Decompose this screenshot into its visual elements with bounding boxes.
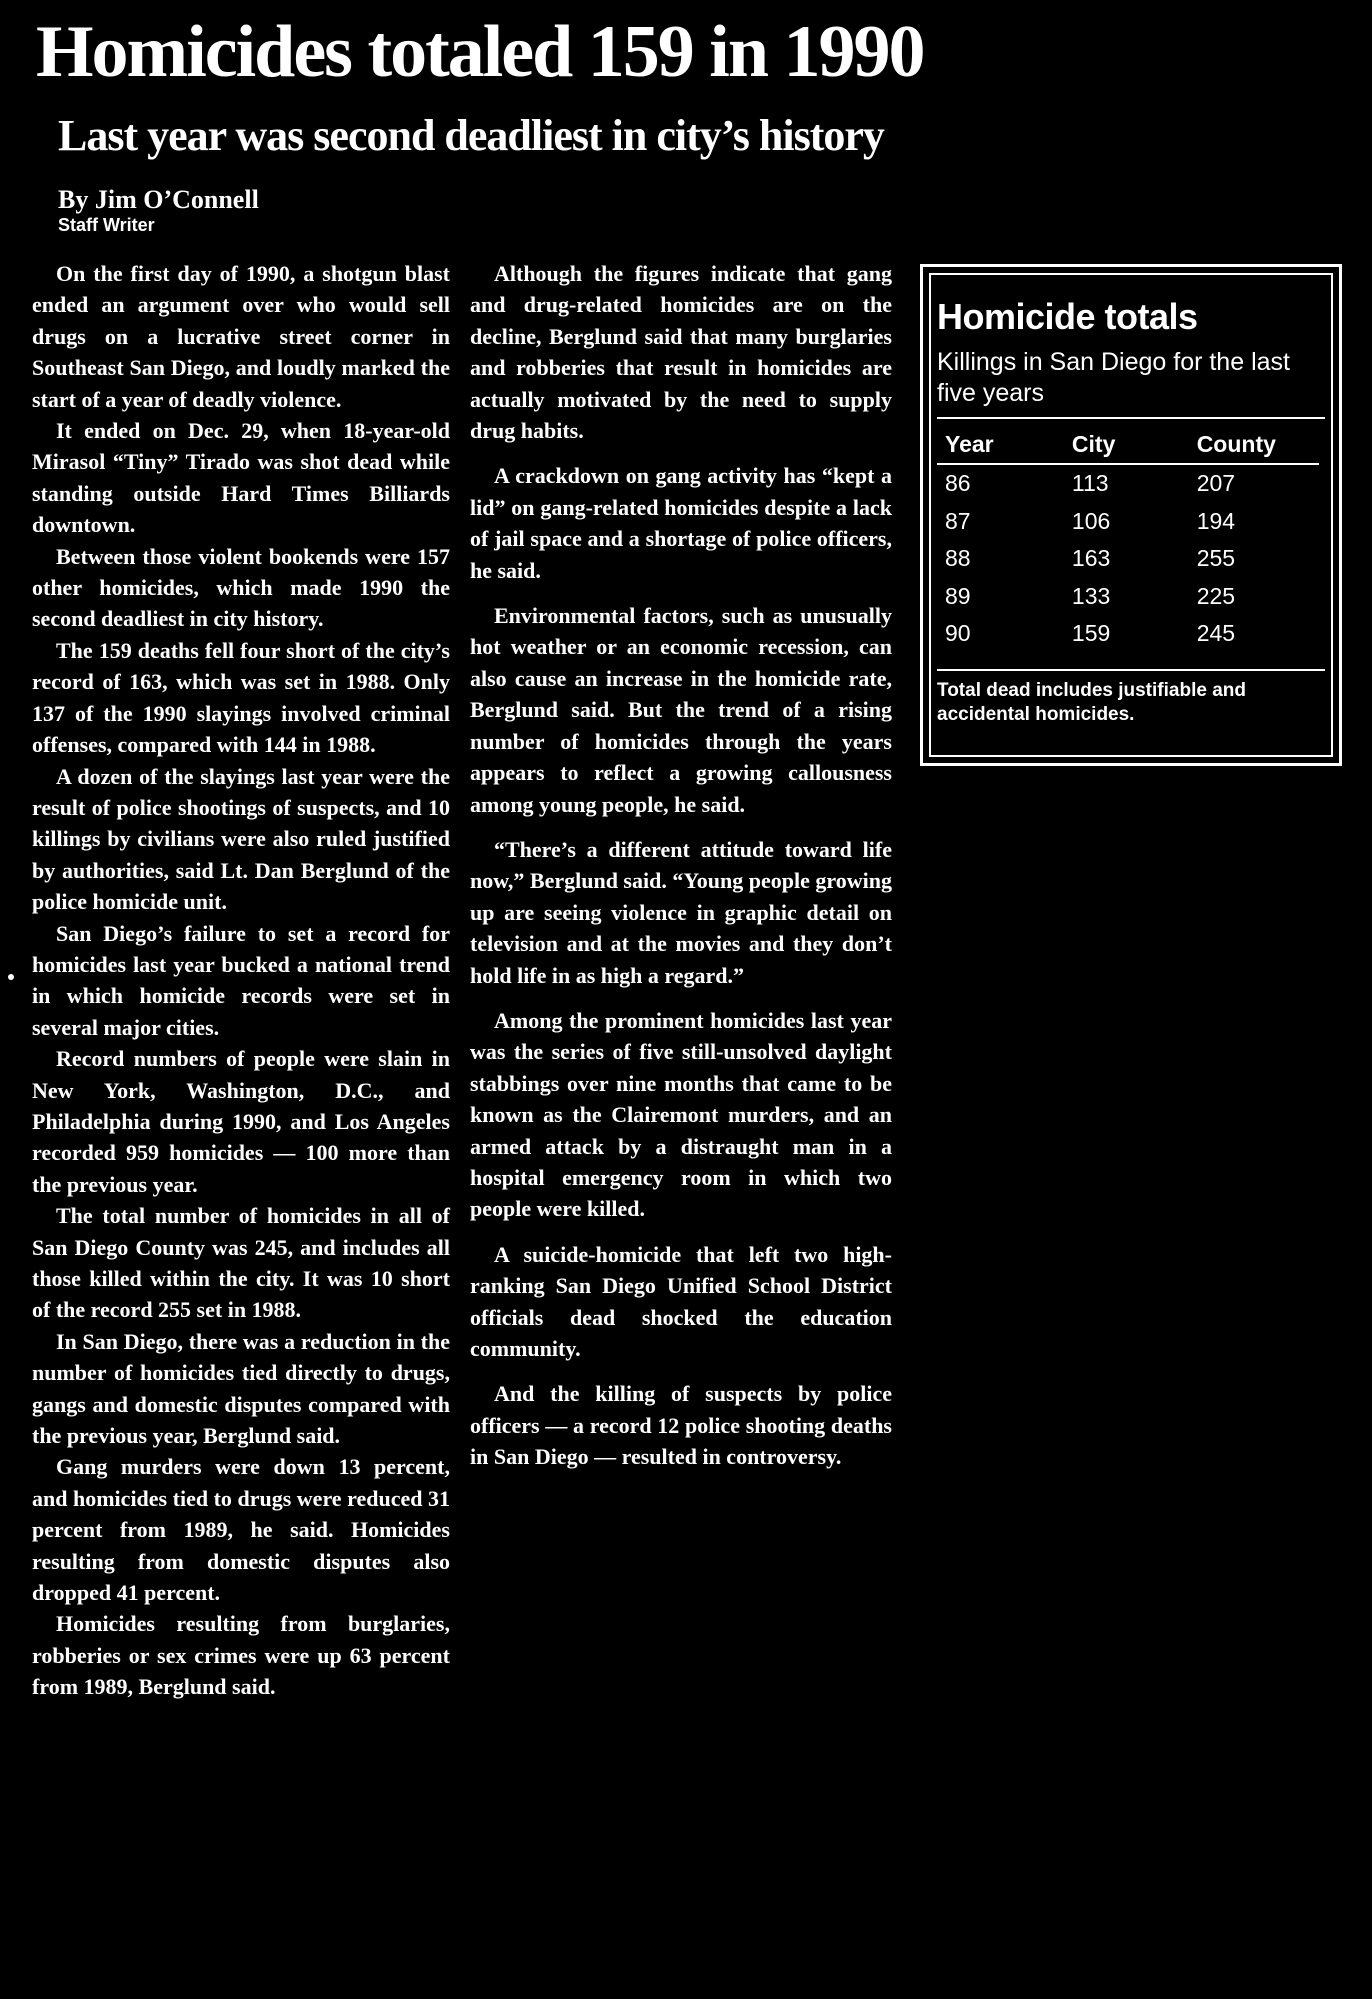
divider — [937, 669, 1325, 671]
paragraph: And the killing of suspects by police officers — a record 12 police shooting deaths in San Diego — resulted in controversy. — [470, 1381, 892, 1470]
cell-county: 225 — [1196, 582, 1236, 609]
cell-city: 163 — [1071, 545, 1111, 572]
paragraph: Among the prominent homicides last year was the series of five still-unsolved daylight stabbings over nine months that came to be known as the Clairemont murders, and an armed attack by a distraught man in a hospital emergency room in which two people were killed. — [470, 1007, 892, 1222]
table-row — [937, 464, 1319, 503]
paragraph: San Diego’s failure to set a record for homicides last year bucked a national trend in which homicide records were set in several major cities. — [32, 920, 450, 1040]
cell-county: 245 — [1196, 620, 1236, 647]
table-row — [937, 503, 1319, 541]
stray-mark — [8, 974, 14, 980]
cell-year: 88 — [945, 545, 971, 572]
article-column-2 — [470, 258, 892, 1473]
sidebar-title: Homicide totals — [937, 296, 1198, 337]
paragraph: “There’s a different attitude toward life now,” Berglund said. “Young people growing up are seeing violence in graphic detail on television and at the movies and they don’t hold life in as high a regard.” — [470, 836, 892, 988]
cell-year: 86 — [945, 470, 971, 497]
cell-year: 89 — [945, 582, 971, 609]
paragraph: Between those violent bookends were 157 other homicides, which made 1990 the second deadliest in city history. — [32, 543, 450, 632]
divider — [937, 417, 1325, 419]
cell-county: 194 — [1196, 507, 1236, 534]
paragraph: A suicide-homicide that left two high-ranking San Diego Unified School District officials dead shocked the education community. — [470, 1241, 892, 1361]
paragraph: The total number of homicides in all of San Diego County was 245, and includes all those killed within the city. It was 10 short of the record 255 set in 1988. — [32, 1203, 450, 1323]
paragraph: It ended on Dec. 29, when 18-year-old Mirasol “Tiny” Tirado was shot dead while standing outside Hard Times Billiards downtown. — [32, 418, 450, 538]
cell-county: 207 — [1196, 470, 1236, 497]
cell-city: 133 — [1071, 582, 1111, 609]
paragraph: Environmental factors, such as unusually hot weather or an economic recession, can also cause an increase in the homicide rate, Berglund said. But the trend of a rising number of homicides through the years appears to reflect a growing callousness among young people, he said. — [470, 603, 892, 817]
subhead: Last year was second deadliest in city’s history — [58, 111, 884, 160]
column-header-year: Year — [945, 430, 994, 457]
column-header-county: County — [1196, 430, 1276, 457]
cell-year: 90 — [945, 620, 971, 647]
paragraph: Homicides resulting from burglaries, robberies or sex crimes were up 63 percent from 1989, Berglund said. — [32, 1611, 450, 1700]
staff-writer-label: Staff Writer — [58, 215, 155, 235]
paragraph: The 159 deaths fell four short of the city’s record of 163, which was set in 1988. Only 137 of the 1990 slayings involved criminal offenses, compared with 144 in 1988. — [32, 637, 450, 758]
totals-table — [937, 425, 1319, 653]
table-row — [937, 578, 1319, 616]
homicide-totals-sidebar — [920, 264, 1342, 766]
paragraph: Although the figures indicate that gang and drug-related homicides are on the decline, Berglund said that many burglaries and robberies that result in homicides are actually motivated by the need to supply drug habits. — [470, 261, 892, 444]
paragraph: A crackdown on gang activity has “kept a lid” on gang-related homicides despite a lack of jail space and a shortage of police officers, he said. — [470, 463, 892, 583]
cell-county: 255 — [1196, 545, 1236, 572]
table-header-row — [937, 425, 1319, 464]
byline: By Jim O’Connell — [58, 185, 259, 214]
cell-year: 87 — [945, 507, 971, 534]
paragraph: Gang murders were down 13 percent, and homicides tied to drugs were reduced 31 percent from 1989, he said. Homicides resulting from domestic disputes also dropped 41 percent. — [32, 1454, 450, 1606]
cell-city: 106 — [1071, 507, 1111, 534]
table-row — [937, 540, 1319, 578]
paragraph: In San Diego, there was a reduction in the number of homicides tied directly to drugs, gangs and domestic disputes compared with the previous year, Berglund said. — [32, 1328, 450, 1449]
column-header-city: City — [1071, 430, 1116, 457]
table-row — [937, 615, 1319, 653]
paragraph: Record numbers of people were slain in New York, Washington, D.C., and Philadelphia during 1990, and Los Angeles recorded 959 homicides — 100 more than the previous year. — [32, 1046, 450, 1197]
article-column-1 — [32, 258, 450, 1703]
paragraph: A dozen of the slayings last year were the result of police shootings of suspects, and 10 killings by civilians were also ruled justified by authorities, said Lt. Dan Berglund of the police homicide unit. — [32, 763, 450, 915]
cell-city: 159 — [1071, 620, 1111, 647]
sidebar-footnote: Total dead includes justifiable and accidental homicides. — [937, 680, 1246, 725]
headline: Homicides totaled 159 in 1990 — [36, 11, 924, 93]
paragraph: On the first day of 1990, a shotgun blast ended an argument over who would sell drugs on a lucrative street corner in Southeast San Diego, and loudly marked the start of a year of deadly violence. — [32, 261, 450, 412]
cell-city: 113 — [1071, 470, 1109, 497]
sidebar-subtitle: Killings in San Diego for the last five years — [937, 348, 1290, 407]
